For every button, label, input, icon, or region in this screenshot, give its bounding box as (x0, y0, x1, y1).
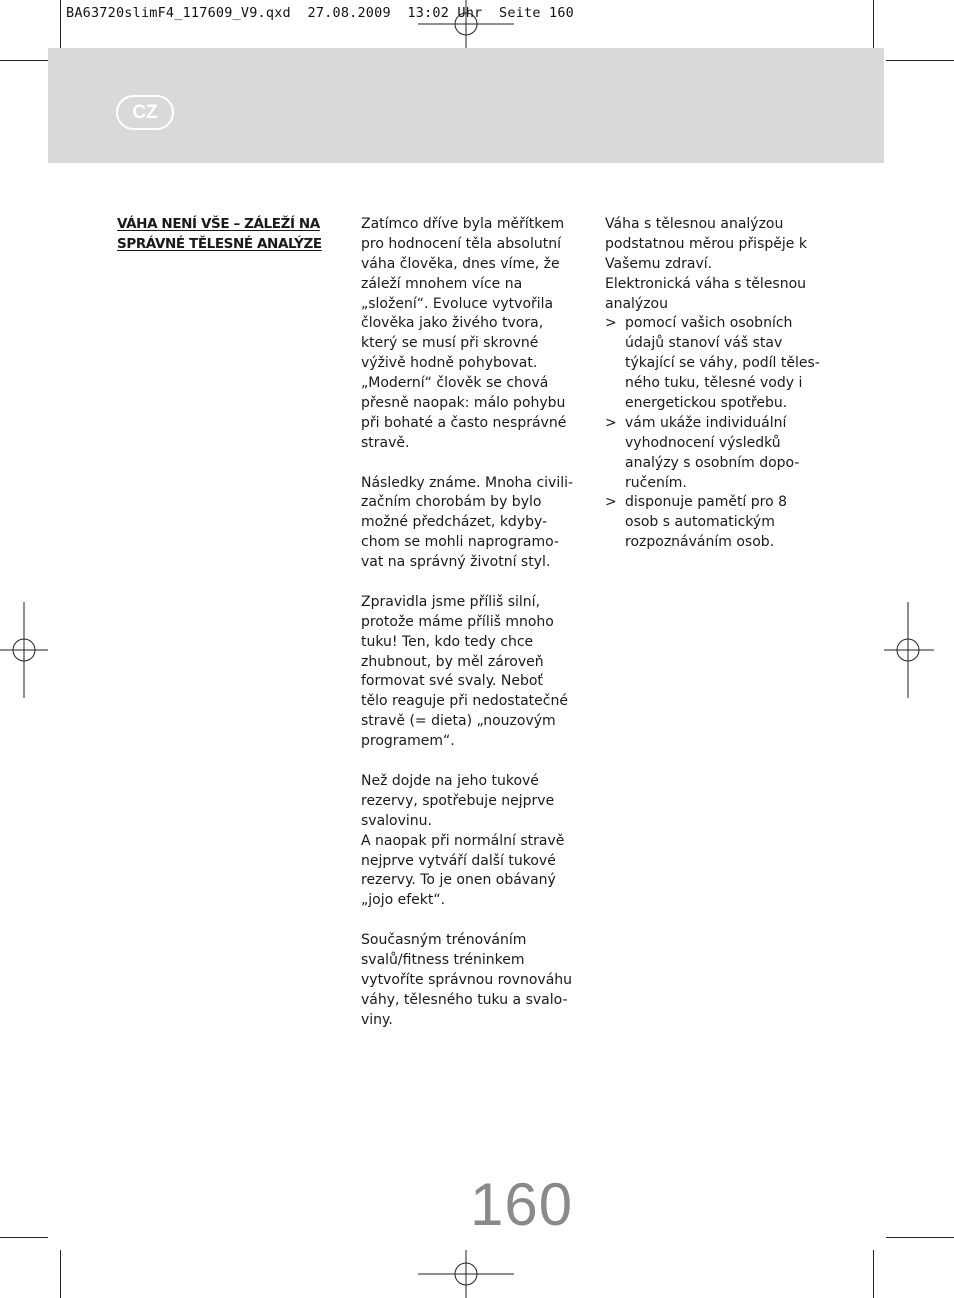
text-line: formovat své svaly. Neboť (361, 673, 543, 690)
intro-paragraph (605, 215, 835, 314)
heading-line: SPRÁVNÉ TĚLESNÉ ANALÝZE (117, 236, 322, 252)
page-number: 160 (470, 1171, 574, 1238)
text-line: vytvoříte správnou rovnováhu (361, 971, 573, 988)
paragraph-gap (361, 752, 583, 772)
text-line: programem“. (361, 733, 455, 750)
file-slug-line: BA63720slimF4_117609_V9.qxd 27.08.2009 13:02 Uhr Seite 160 (66, 5, 574, 21)
crop-mark-bottom-left-horizontal (0, 1237, 48, 1238)
paragraph (361, 593, 583, 752)
text-line: zhubnout, by měl zároveň (361, 653, 544, 670)
text-line: vat na správný životní styl. (361, 554, 551, 571)
text-line: disponuje pamětí pro 8 (625, 494, 788, 511)
header-band (48, 48, 884, 163)
heading-line: VÁHA NENÍ VŠE – ZÁLEŽÍ NA (117, 216, 320, 232)
right-text-column (605, 215, 835, 553)
text-line: stravě (= dieta) „nouzovým (361, 713, 556, 730)
text-line: záleží mnohem více na (361, 275, 523, 292)
text-line: Zatímco dříve byla měřítkem (361, 216, 565, 232)
section-heading (117, 214, 337, 254)
text-line: A naopak při normální stravě (361, 832, 565, 849)
text-line: pomocí vašich osobních (625, 315, 793, 332)
text-line: Než dojde na jeho tukové (361, 772, 539, 789)
text-line: stravě. (361, 434, 410, 451)
text-line: vám ukáže individuální (625, 414, 787, 431)
text-line: analýzy s osobním dopo- (625, 454, 800, 471)
text-line: Zpravidla jsme příliš silní, (361, 593, 541, 610)
text-line: váhy, tělesného tuku a svalo- (361, 991, 568, 1008)
text-line: osob s automatickým (625, 514, 775, 531)
paragraph-gap (361, 911, 583, 931)
paragraph (361, 772, 583, 911)
text-line: při bohaté a často nesprávné (361, 414, 567, 431)
text-line: protože máme příliš mnoho (361, 613, 554, 630)
text-line: který se musí při skrovné (361, 335, 539, 352)
bullet-marker-icon: > (605, 494, 617, 511)
crop-mark-top-left-horizontal (0, 60, 48, 61)
text-line: člověka jako živého tvora, (361, 315, 544, 332)
paragraph (361, 931, 583, 1030)
bullet-marker-icon: > (605, 414, 617, 431)
text-line: tělo reaguje při nedostatečné (361, 693, 568, 710)
crop-mark-bottom-right-vertical (873, 1250, 874, 1298)
crop-mark-bottom-left-vertical (60, 1250, 61, 1298)
text-line: „složení“. Evoluce vytvořila (361, 295, 554, 312)
registration-mark-bottom-icon (418, 1250, 514, 1298)
paragraph-gap (361, 573, 583, 593)
text-line: rozpoznáváním osob. (625, 534, 775, 551)
paragraph (361, 215, 583, 454)
text-line: „Moderní“ člověk se chová (361, 375, 549, 392)
text-line: rezervy, spotřebuje nejprve (361, 792, 555, 809)
language-badge: CZ (116, 95, 174, 130)
text-line: podstatnou měrou přispěje k (605, 235, 807, 252)
crop-mark-bottom-right-horizontal (886, 1237, 954, 1238)
text-line: svalovinu. (361, 812, 432, 829)
bullet-item (605, 493, 835, 553)
text-line: energetickou spotřebu. (625, 395, 788, 412)
bullet-item (605, 314, 835, 413)
text-line: viny. (361, 1011, 393, 1028)
text-line: váha člověka, dnes víme, že (361, 255, 560, 272)
text-line: týkající se váhy, podíl těles- (625, 355, 820, 372)
text-line: Současným trénováním (361, 932, 527, 949)
text-line: výživě hodně pohybovat. (361, 355, 538, 372)
paragraph-gap (361, 454, 583, 474)
text-line: „jojo efekt“. (361, 892, 446, 909)
paragraph (361, 474, 583, 573)
text-line: přesně naopak: málo pohybu (361, 395, 566, 412)
crop-mark-top-left-vertical (60, 0, 61, 48)
text-line: ného tuku, tělesné vody i (625, 375, 803, 392)
text-line: vyhodnocení výsledků (625, 434, 781, 451)
text-line: analýzou (605, 295, 668, 312)
bullet-marker-icon: > (605, 315, 617, 332)
text-line: Vašemu zdraví. (605, 255, 713, 272)
text-line: chom se mohli naprogramo- (361, 534, 559, 551)
text-line: možné předcházet, kdyby- (361, 514, 548, 531)
text-line: Následky známe. Mnoha civili- (361, 474, 574, 491)
registration-mark-right-icon (884, 602, 934, 698)
middle-text-column (361, 215, 583, 1031)
text-line: Váha s tělesnou analýzou (605, 216, 784, 232)
bullet-item (605, 414, 835, 494)
text-line: rezervy. To je onen obávaný (361, 872, 556, 889)
registration-mark-left-icon (0, 602, 48, 698)
text-line: ručením. (625, 474, 687, 491)
text-line: pro hodnocení těla absolutní (361, 235, 561, 252)
text-line: údajů stanoví váš stav (625, 335, 783, 352)
crop-mark-top-right-horizontal (886, 60, 954, 61)
crop-mark-top-right-vertical (873, 0, 874, 48)
text-line: nejprve vytváří další tukové (361, 852, 556, 869)
text-line: tuku! Ten, kdo tedy chce (361, 633, 534, 650)
registration-mark-top-icon (418, 0, 514, 48)
text-line: Elektronická váha s tělesnou (605, 275, 807, 292)
text-line: začním chorobám by bylo (361, 494, 542, 511)
text-line: svalů/fitness tréninkem (361, 951, 525, 968)
